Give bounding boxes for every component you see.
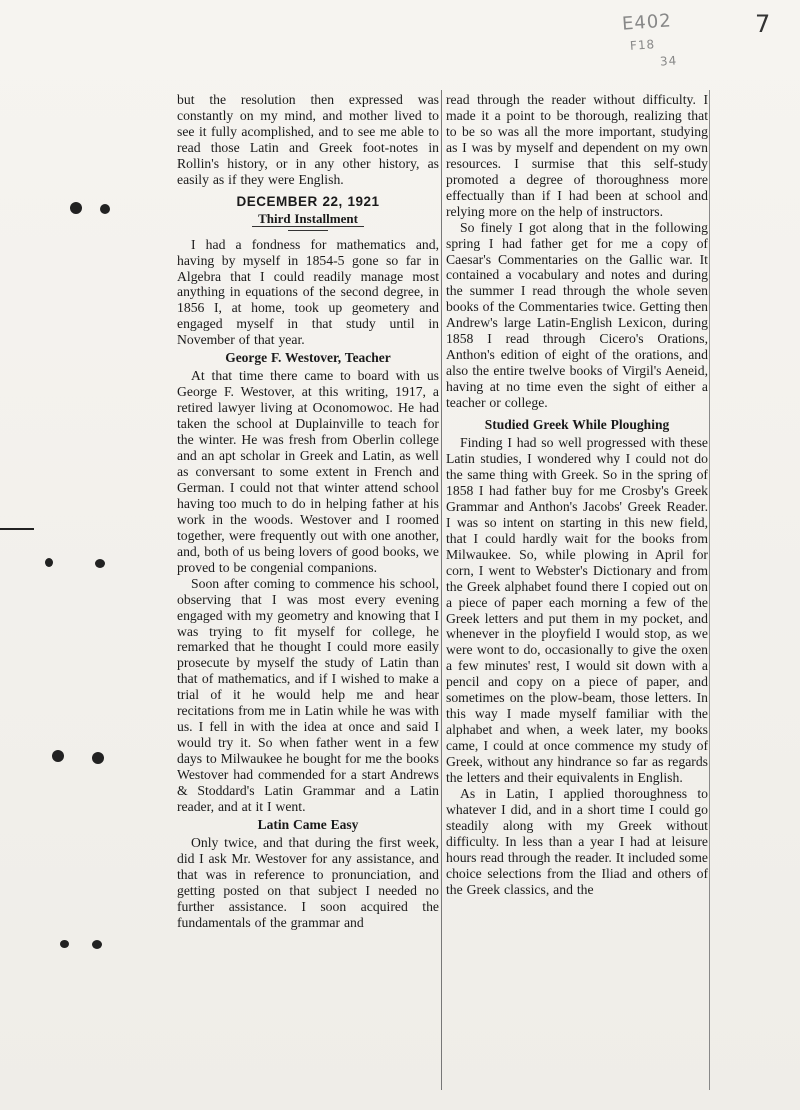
punch-hole	[45, 558, 53, 567]
paragraph-read-through: read through the reader without difficulty. I made it a point to be thorough, realizing that to be so was all the more important, studying as I was by myself and dependent on my own resources. I surmise that this self-study promoted a degree of thoroughness more effectually than if I had been at school and relying more on the help of instructors.	[446, 92, 708, 219]
pencil-annotation-sub: F18	[629, 37, 656, 53]
paragraph-latin: Only twice, and that during the first week, did I ask Mr. Westover for any assistance, and that was in reference to pronunciation, and getting posted on that subject I needed no further assistance. I soon acquired the fundamentals of the grammar and	[177, 834, 439, 930]
text-column-right	[446, 92, 708, 898]
paragraph-mathematics: I had a fondness for mathematics and, having by myself in 1854-5 gone so far in Algebra that I could readily manage most anything in equations of the second degree, in 1856 I, at home, took up geometery and engaged myself in that study until in November of that year.	[177, 236, 439, 348]
punch-hole	[100, 204, 110, 214]
section-rule	[288, 230, 328, 231]
heading-latin: Latin Came Easy	[257, 816, 359, 832]
punch-hole	[60, 940, 69, 948]
punch-hole	[92, 940, 102, 949]
text-column-left	[177, 92, 439, 931]
installment-label: Third Installment	[252, 211, 364, 227]
punch-hole	[70, 202, 82, 214]
dateline: DECEMBER 22, 1921	[236, 193, 380, 209]
edge-mark	[0, 528, 34, 530]
heading-greek: Studied Greek While Ploughing	[484, 417, 670, 433]
heading-westover: George F. Westover, Teacher	[225, 350, 391, 366]
paragraph-intro: but the resolution then expressed was constantly on my mind, and mother lived to see it fully acomplished, and to see me able to read those Latin and Greek foot-notes in Rollin's history, or in any other history, as easily as if they were English.	[177, 92, 439, 187]
pencil-annotation-num: 34	[659, 53, 678, 69]
punch-hole	[95, 559, 105, 568]
paragraph-soon-after: Soon after coming to commence his school, observing that I was most every evening engaged with my geometry and knowing that I was trying to fit myself for college, he remarked that he thought I could more easily prosecute by myself the study of Latin than that of mathematics, and if I wished to make a trial of it he would help me and hear recitations from me in Latin while he was with us. I fell in with the idea at once and said I would try it. So when father went in a few days to Milwaukee he bought for me the books Westover had commended for a start Andrews & Stoddard's Latin Grammar and a Latin reader, and at it I went.	[177, 575, 439, 814]
column-edge	[709, 90, 710, 1090]
punch-hole	[52, 750, 64, 762]
paragraph-as-in-latin: As in Latin, I applied thoroughness to whatever I did, and in a short time I could go steadily along with my Greek without difficulty. In less than a year I had at leisure hours read through the reader. It included some choice selections from the Iliad and others of the Greek classics, and the	[446, 785, 708, 897]
punch-hole	[92, 752, 104, 764]
paragraph-finely: So finely I got along that in the following spring I had father get for me a copy of Caesar's Commentaries on the Gallic war. It contained a vocabulary and notes and during the summer I read through the whole seven books of the Commentaries twice. Getting then Andrew's large Latin-English Lexicon, during 1858 I read through Cicero's Orations, Anthon's edition of eight of the orations, and also the entire twelve books of Virgil's Aeneid, having at no time even the sight of either a teacher or college.	[446, 219, 708, 411]
column-divider	[441, 90, 442, 1090]
page-number: 7	[755, 10, 771, 38]
paragraph-finding: Finding I had so well progressed with these Latin studies, I wondered why I could not do the same thing with Greek. So in the spring of 1858 I had father buy for me Crosby's Greek Grammar and Anthon's Jacobs' Greek Reader. I was so intent on starting in this new field, that I could hardly wait for the books from Milwaukee. So, while plowing in April for corn, I went to Webster's Dictionary and from the Greek alphabet found there I copied out on a piece of paper each morning a few of the Greek letters and put them in my pocket, and whenever in the ployfield I would stop, as we were wont to do, occasionally to give the oxen a few minutes' rest, I would sit down with a pencil and copy on a piece of paper, and sometimes on the plow-beam, those letters. In this way I made myself familiar with the alphabet and when, a week later, my books came, I could at once commence my study of Greek, without any hindrance so far as regards the letters and their equivalents in English.	[446, 435, 708, 786]
installment-heading	[177, 211, 439, 227]
pencil-annotation-code: E402	[621, 10, 673, 35]
paragraph-westover: At that time there came to board with us George F. Westover, at this writing, 1917, a retired lawyer living at Oconomowoc. He had taken the school at Duplainville to teach for the winter. He was fresh from Oberlin college and an apt scholar in Greek and Latin, as well as conversant to some extent in French and German. I could not that winter attend school having too much to do in helping father at his work in the woods. Westover and I roomed together, were frequently out with one another, and, both of us being lovers of good books, we proved to be congenial companions.	[177, 368, 439, 575]
